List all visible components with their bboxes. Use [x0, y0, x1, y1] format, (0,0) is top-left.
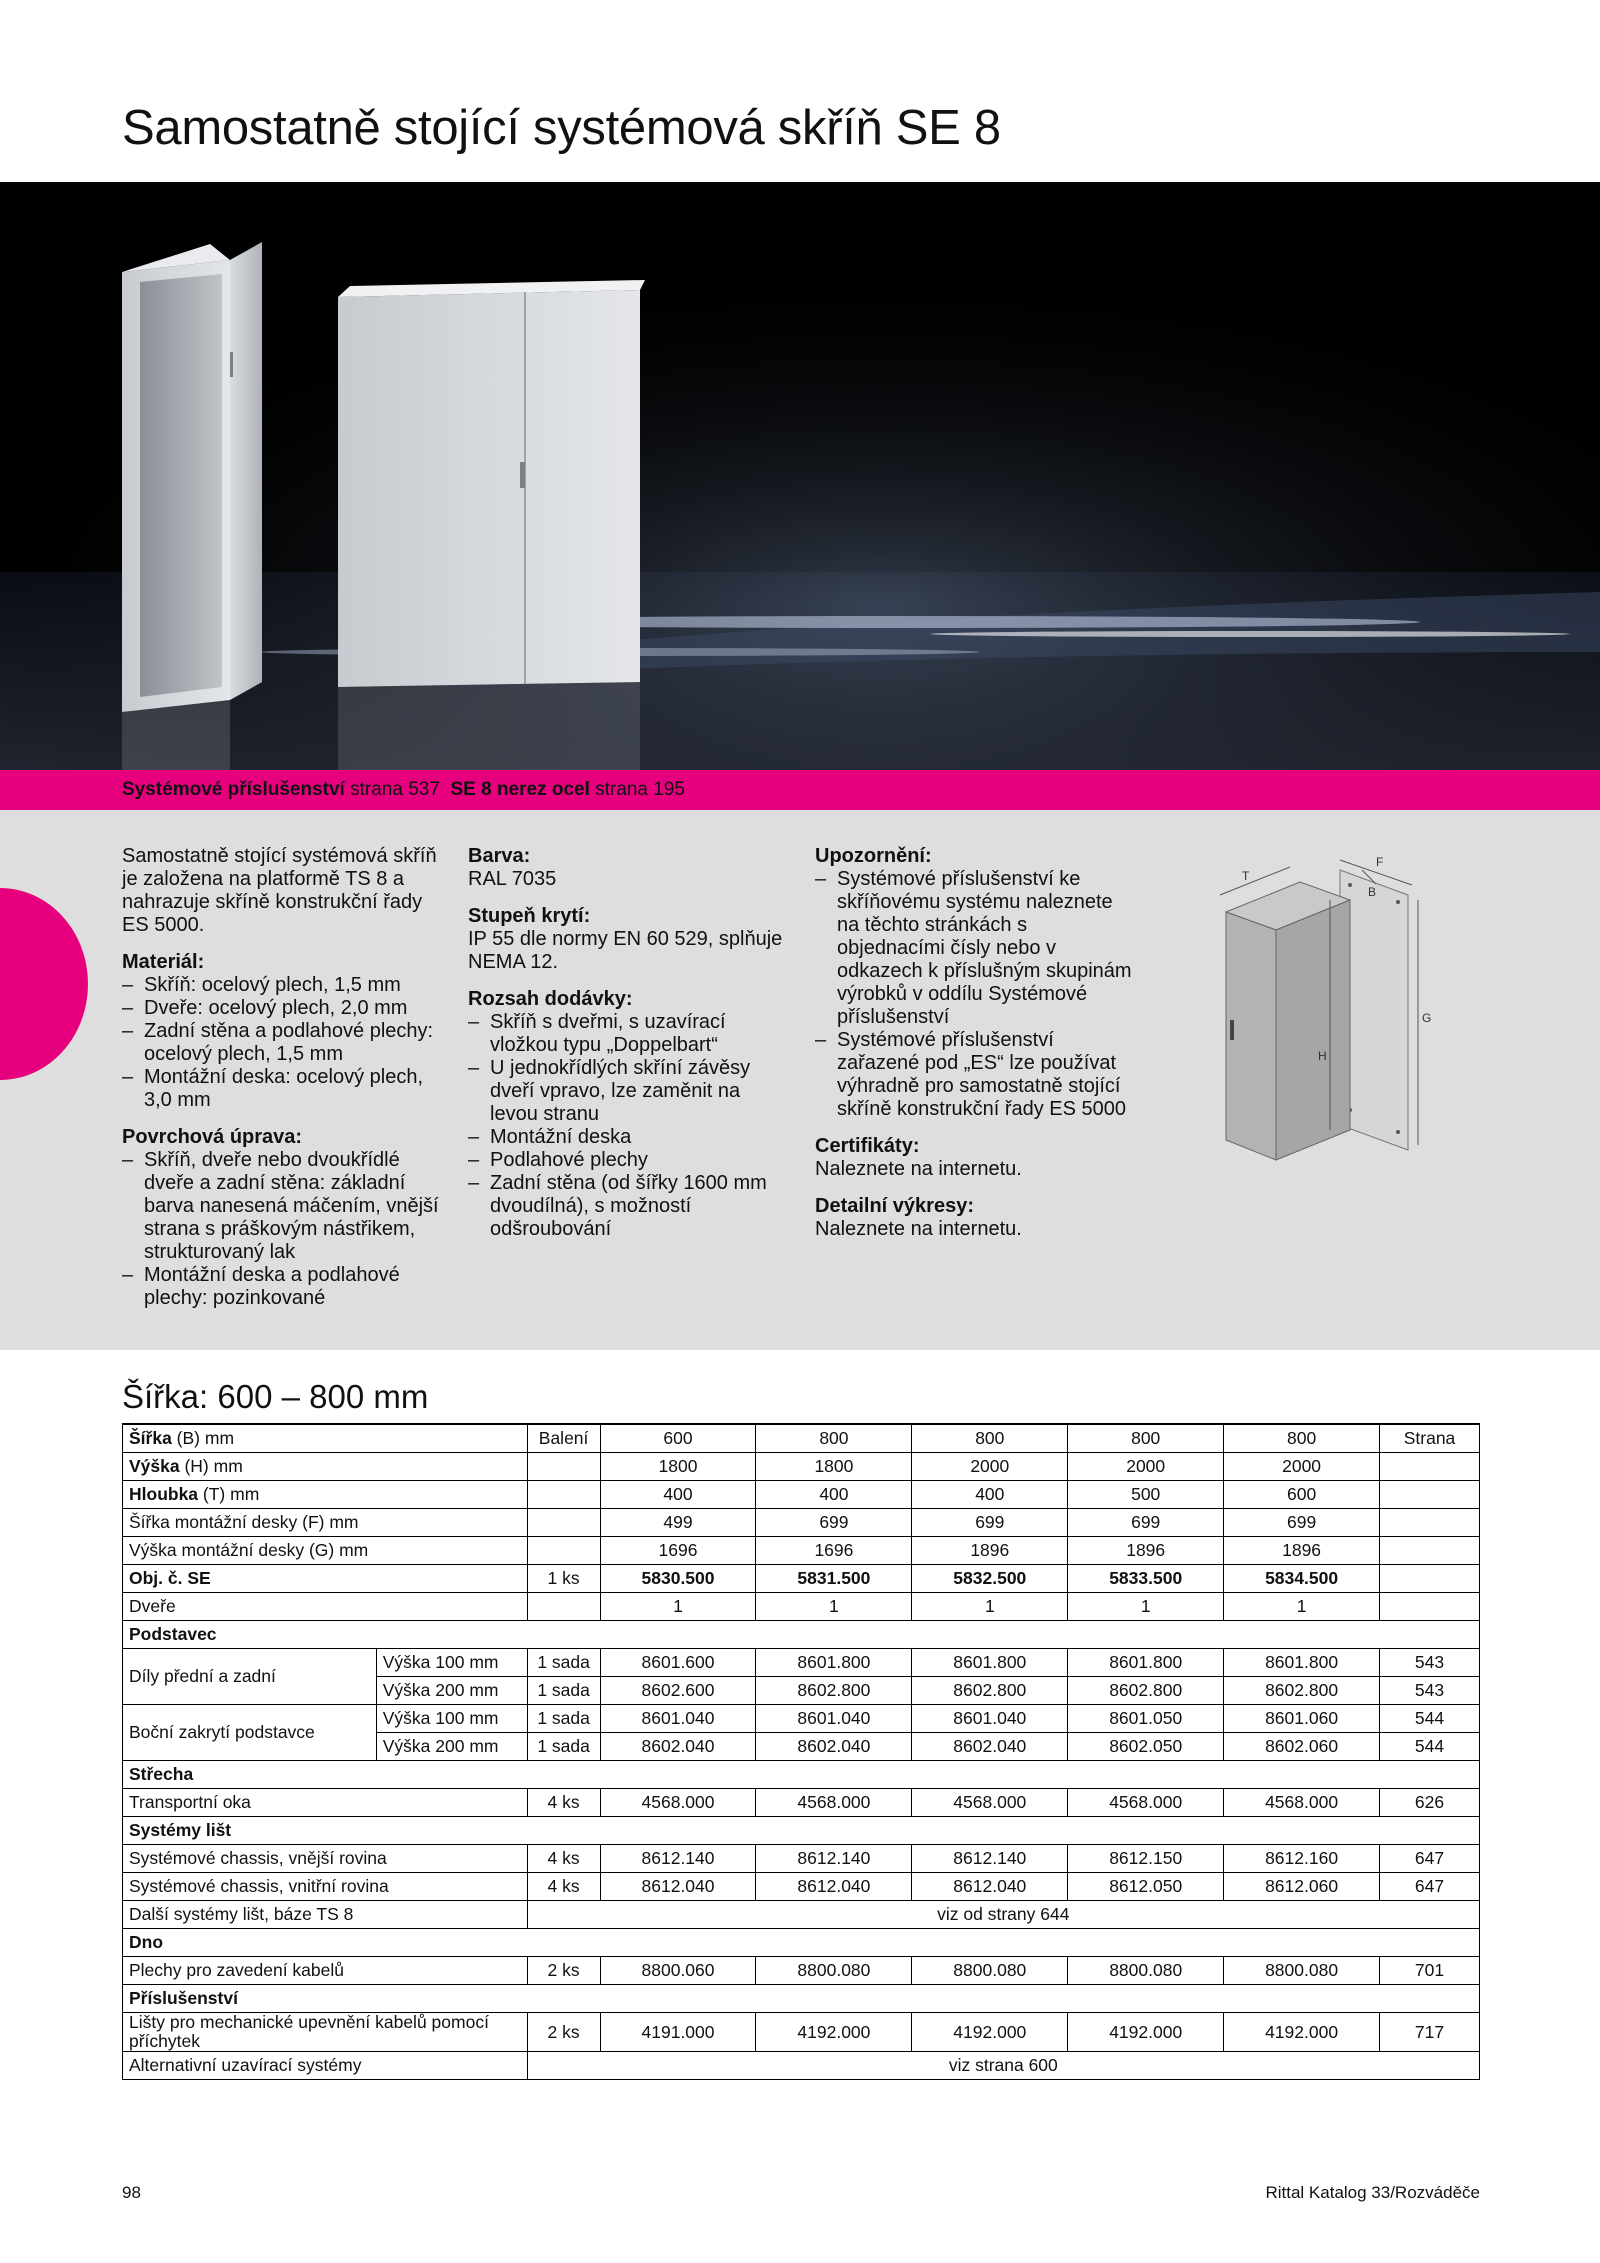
- value-cell: 8612.150: [1068, 1845, 1224, 1873]
- page-cell: 647: [1380, 1873, 1480, 1901]
- row-label: Dveře: [123, 1593, 528, 1621]
- value-cell: 8800.060: [600, 1957, 756, 1985]
- value-cell: 4192.000: [1224, 2013, 1380, 2052]
- table-row: [123, 1424, 1480, 1453]
- pack-cell: [527, 1537, 600, 1565]
- value-cell: 600: [1224, 1481, 1380, 1509]
- value-cell: 800: [756, 1424, 912, 1453]
- value-cell: 1696: [756, 1537, 912, 1565]
- table-row: [123, 1901, 1480, 1929]
- table-row: [123, 1845, 1480, 1873]
- page-cell: 717: [1380, 2013, 1480, 2052]
- value-cell: 499: [600, 1509, 756, 1537]
- value-cell: 1: [1224, 1593, 1380, 1621]
- page-cell: 701: [1380, 1957, 1480, 1985]
- value-cell: 1696: [600, 1537, 756, 1565]
- surface-heading: Povrchová úprava:: [122, 1126, 303, 1148]
- value-cell: 4568.000: [600, 1789, 756, 1817]
- note-list: [815, 868, 1137, 1121]
- value-cell: 8601.800: [756, 1649, 912, 1677]
- notes-column: [815, 845, 1137, 1255]
- table-row: [123, 1985, 1480, 2013]
- value-cell: 8601.800: [1068, 1649, 1224, 1677]
- value-cell: 8602.600: [600, 1677, 756, 1705]
- sub-label: Výška 200 mm: [376, 1733, 527, 1761]
- row-label: Šířka (B) mm: [123, 1424, 528, 1453]
- pack-cell: 2 ks: [527, 2013, 600, 2052]
- page-cell: 543: [1380, 1649, 1480, 1677]
- pack-cell: 1 sada: [527, 1733, 600, 1761]
- pack-cell: 1 ks: [527, 1565, 600, 1593]
- table-row: [123, 1649, 1480, 1677]
- reference-cell: viz strana 600: [527, 2052, 1479, 2080]
- row-label: Výška montážní desky (G) mm: [123, 1537, 528, 1565]
- value-cell: 400: [600, 1481, 756, 1509]
- table-row: [123, 1593, 1480, 1621]
- value-cell: 8602.800: [756, 1677, 912, 1705]
- value-cell: 8612.040: [912, 1873, 1068, 1901]
- value-cell: 5831.500: [756, 1565, 912, 1593]
- value-cell: 8800.080: [756, 1957, 912, 1985]
- pack-cell: Balení: [527, 1424, 600, 1453]
- value-cell: 4192.000: [912, 2013, 1068, 2052]
- value-cell: 8602.800: [912, 1677, 1068, 1705]
- row-label: Obj. č. SE: [123, 1565, 528, 1593]
- dimension-diagram: [1190, 840, 1450, 1170]
- value-cell: 8601.040: [912, 1705, 1068, 1733]
- value-cell: 500: [1068, 1481, 1224, 1509]
- value-cell: 8601.060: [1224, 1705, 1380, 1733]
- pack-cell: 1 sada: [527, 1649, 600, 1677]
- delivery-column: [468, 845, 788, 1255]
- row-label: Hloubka (T) mm: [123, 1481, 528, 1509]
- pack-cell: 2 ks: [527, 1957, 600, 1985]
- pack-cell: 1 sada: [527, 1705, 600, 1733]
- page-number: 98: [122, 2183, 141, 2202]
- value-cell: 8612.050: [1068, 1873, 1224, 1901]
- list-item: – Dveře: ocelový plech, 2,0 mm: [122, 997, 440, 1020]
- page-title: Samostatně stojící systémová skříň SE 8: [122, 101, 1001, 155]
- value-cell: 8800.080: [912, 1957, 1068, 1985]
- value-cell: 1: [1068, 1593, 1224, 1621]
- pack-cell: [527, 1481, 600, 1509]
- banner-stainless-label[interactable]: SE 8 nerez ocel: [450, 779, 590, 800]
- drawings-value: Naleznete na internetu.: [815, 1218, 1022, 1240]
- list-item: – Montážní deska a podlahové plechy: pozinkované: [122, 1264, 440, 1310]
- cert-heading: Certifikáty:: [815, 1135, 920, 1157]
- table-row: [123, 1817, 1480, 1845]
- catalog-name: Rittal Katalog 33/Rozváděče: [1265, 2183, 1480, 2202]
- value-cell: 1896: [1068, 1537, 1224, 1565]
- value-cell: 8601.040: [600, 1705, 756, 1733]
- list-item: – Systémové příslušenství zařazené pod „ES“ lze používat výhradně pro samostatně stojící skříně konstrukční řady ES 5000: [815, 1029, 1137, 1121]
- value-cell: 2000: [912, 1453, 1068, 1481]
- protection-heading: Stupeň krytí:: [468, 905, 591, 927]
- value-cell: 5834.500: [1224, 1565, 1380, 1593]
- note-heading: Upozornění:: [815, 845, 932, 867]
- value-cell: 400: [756, 1481, 912, 1509]
- value-cell: 8602.800: [1224, 1677, 1380, 1705]
- value-cell: 5830.500: [600, 1565, 756, 1593]
- sub-label: Výška 100 mm: [376, 1649, 527, 1677]
- value-cell: 8612.140: [756, 1845, 912, 1873]
- value-cell: 8612.060: [1224, 1873, 1380, 1901]
- group-label: Boční zakrytí podstavce: [123, 1705, 377, 1761]
- value-cell: 4191.000: [600, 2013, 756, 2052]
- sub-label: Výška 200 mm: [376, 1677, 527, 1705]
- value-cell: 5833.500: [1068, 1565, 1224, 1593]
- pack-cell: [527, 1593, 600, 1621]
- value-cell: 8612.160: [1224, 1845, 1380, 1873]
- row-label: Šířka montážní desky (F) mm: [123, 1509, 528, 1537]
- pack-cell: 4 ks: [527, 1845, 600, 1873]
- value-cell: 1800: [600, 1453, 756, 1481]
- page-cell: [1380, 1593, 1480, 1621]
- width-section-heading: Šířka: 600 – 800 mm: [122, 1378, 429, 1415]
- page-cell: 544: [1380, 1733, 1480, 1761]
- row-label: Další systémy lišt, báze TS 8: [123, 1901, 528, 1929]
- table-row: [123, 1481, 1480, 1509]
- spec-table: [122, 1423, 1480, 2080]
- product-photo: [0, 182, 1600, 770]
- value-cell: 8602.040: [912, 1733, 1068, 1761]
- intro-text: Samostatně stojící systémová skříň je založena na platformě TS 8 a nahrazuje skříně konstrukční řady ES 5000.: [122, 845, 437, 936]
- value-cell: 2000: [1068, 1453, 1224, 1481]
- page-cell: 544: [1380, 1705, 1480, 1733]
- page-cell: Strana: [1380, 1424, 1480, 1453]
- value-cell: 4568.000: [756, 1789, 912, 1817]
- row-label: Lišty pro mechanické upevnění kabelů pomocí příchytek: [123, 2013, 528, 2052]
- table-row: [123, 2052, 1480, 2080]
- value-cell: 4568.000: [912, 1789, 1068, 1817]
- value-cell: 8602.040: [600, 1733, 756, 1761]
- banner-accessories-label[interactable]: Systémové příslušenství: [122, 779, 345, 800]
- row-label: Systémové chassis, vnitřní rovina: [123, 1873, 528, 1901]
- supply-list: [468, 1011, 788, 1241]
- list-item: – Skříň s dveřmi, s uzavírací vložkou typu „Doppelbart“: [468, 1011, 788, 1057]
- value-cell: 800: [1224, 1424, 1380, 1453]
- table-row: [123, 1705, 1480, 1733]
- section-heading: Systémy lišt: [123, 1817, 1480, 1845]
- value-cell: 800: [1068, 1424, 1224, 1453]
- pack-cell: [527, 1509, 600, 1537]
- table-row: [123, 1537, 1480, 1565]
- pack-cell: 4 ks: [527, 1873, 600, 1901]
- group-label: Díly přední a zadní: [123, 1649, 377, 1705]
- banner-stainless-page[interactable]: strana 195: [589, 779, 685, 800]
- cert-value: Naleznete na internetu.: [815, 1158, 1022, 1180]
- section-heading: Dno: [123, 1929, 1480, 1957]
- value-cell: 8602.040: [756, 1733, 912, 1761]
- list-item: – Zadní stěna a podlahové plechy: ocelový plech, 1,5 mm: [122, 1020, 440, 1066]
- value-cell: 1: [600, 1593, 756, 1621]
- page-cell: 626: [1380, 1789, 1480, 1817]
- list-item: – Montážní deska: [468, 1126, 788, 1149]
- diagram-label-g: G: [1422, 1011, 1432, 1025]
- supply-heading: Rozsah dodávky:: [468, 988, 633, 1010]
- diagram-label-h: H: [1318, 1049, 1327, 1063]
- list-item: – Montážní deska: ocelový plech, 3,0 mm: [122, 1066, 440, 1112]
- value-cell: 8800.080: [1224, 1957, 1380, 1985]
- diagram-label-t: T: [1242, 869, 1250, 883]
- value-cell: 2000: [1224, 1453, 1380, 1481]
- value-cell: 1896: [912, 1537, 1068, 1565]
- value-cell: 699: [756, 1509, 912, 1537]
- material-heading: Materiál:: [122, 951, 205, 973]
- value-cell: 8601.800: [1224, 1649, 1380, 1677]
- value-cell: 8800.080: [1068, 1957, 1224, 1985]
- value-cell: 8612.040: [600, 1873, 756, 1901]
- value-cell: 8602.060: [1224, 1733, 1380, 1761]
- value-cell: 1: [912, 1593, 1068, 1621]
- page-cell: [1380, 1537, 1480, 1565]
- value-cell: 699: [1068, 1509, 1224, 1537]
- value-cell: 4568.000: [1068, 1789, 1224, 1817]
- section-heading: Podstavec: [123, 1621, 1480, 1649]
- value-cell: 699: [912, 1509, 1068, 1537]
- row-label: Transportní oka: [123, 1789, 528, 1817]
- value-cell: 8612.140: [912, 1845, 1068, 1873]
- accessory-banner: [0, 770, 1600, 810]
- value-cell: 8602.800: [1068, 1677, 1224, 1705]
- section-heading: Střecha: [123, 1761, 1480, 1789]
- page-cell: [1380, 1481, 1480, 1509]
- banner-accessories-page[interactable]: strana 537: [344, 779, 440, 800]
- page-cell: [1380, 1509, 1480, 1537]
- value-cell: 600: [600, 1424, 756, 1453]
- sub-label: Výška 100 mm: [376, 1705, 527, 1733]
- value-cell: 1: [756, 1593, 912, 1621]
- list-item: – Zadní stěna (od šířky 1600 mm dvoudílná), s možností odšroubování: [468, 1172, 788, 1241]
- value-cell: 1896: [1224, 1537, 1380, 1565]
- list-item: – Podlahové plechy: [468, 1149, 788, 1172]
- color-heading: Barva:: [468, 845, 531, 867]
- pack-cell: 1 sada: [527, 1677, 600, 1705]
- table-row: [123, 1873, 1480, 1901]
- surface-list: [122, 1149, 440, 1310]
- drawings-heading: Detailní výkresy:: [815, 1195, 974, 1217]
- list-item: – Systémové příslušenství ke skříňovému systému naleznete na těchto stránkách s objednacími čísly nebo v odkazech k příslušným skupinám výrobků v oddílu Systémové příslušenství: [815, 868, 1137, 1029]
- intro-column: [122, 845, 440, 1324]
- diagram-label-b: B: [1368, 885, 1377, 899]
- list-item: – U jednokřídlých skříní závěsy dveří vpravo, lze zaměnit na levou stranu: [468, 1057, 788, 1126]
- page-cell: 647: [1380, 1845, 1480, 1873]
- value-cell: 8601.040: [756, 1705, 912, 1733]
- row-label: Plechy pro zavedení kabelů: [123, 1957, 528, 1985]
- value-cell: 400: [912, 1481, 1068, 1509]
- value-cell: 8601.600: [600, 1649, 756, 1677]
- table-row: [123, 1565, 1480, 1593]
- row-label: Alternativní uzavírací systémy: [123, 2052, 528, 2080]
- protection-value: IP 55 dle normy EN 60 529, splňuje NEMA 12.: [468, 928, 783, 973]
- material-list: [122, 974, 440, 1112]
- table-row: [123, 1929, 1480, 1957]
- table-row: [123, 1621, 1480, 1649]
- list-item: – Skříň, dveře nebo dvoukřídlé dveře a zadní stěna: základní barva nanesená máčením, vnější strana s práškovým nástřikem, strukturovaný lak: [122, 1149, 440, 1264]
- value-cell: 800: [912, 1424, 1068, 1453]
- value-cell: 5832.500: [912, 1565, 1068, 1593]
- color-value: RAL 7035: [468, 868, 557, 890]
- value-cell: 8612.040: [756, 1873, 912, 1901]
- diagram-label-f: F: [1376, 855, 1384, 869]
- page-cell: [1380, 1565, 1480, 1593]
- value-cell: 8601.800: [912, 1649, 1068, 1677]
- value-cell: 8601.050: [1068, 1705, 1224, 1733]
- table-row: [123, 1789, 1480, 1817]
- page-cell: [1380, 1453, 1480, 1481]
- pack-cell: 4 ks: [527, 1789, 600, 1817]
- value-cell: 1800: [756, 1453, 912, 1481]
- table-row: [123, 2013, 1480, 2052]
- value-cell: 8602.050: [1068, 1733, 1224, 1761]
- page-cell: 543: [1380, 1677, 1480, 1705]
- row-label: Výška (H) mm: [123, 1453, 528, 1481]
- value-cell: 4192.000: [756, 2013, 912, 2052]
- table-row: [123, 1957, 1480, 1985]
- value-cell: 8612.140: [600, 1845, 756, 1873]
- value-cell: 4568.000: [1224, 1789, 1380, 1817]
- value-cell: 699: [1224, 1509, 1380, 1537]
- pack-cell: [527, 1453, 600, 1481]
- section-heading: Příslušenství: [123, 1985, 1480, 2013]
- list-item: – Skříň: ocelový plech, 1,5 mm: [122, 974, 440, 997]
- row-label: Systémové chassis, vnější rovina: [123, 1845, 528, 1873]
- reference-cell: viz od strany 644: [527, 1901, 1479, 1929]
- table-row: [123, 1509, 1480, 1537]
- table-row: [123, 1453, 1480, 1481]
- table-row: [123, 1761, 1480, 1789]
- value-cell: 4192.000: [1068, 2013, 1224, 2052]
